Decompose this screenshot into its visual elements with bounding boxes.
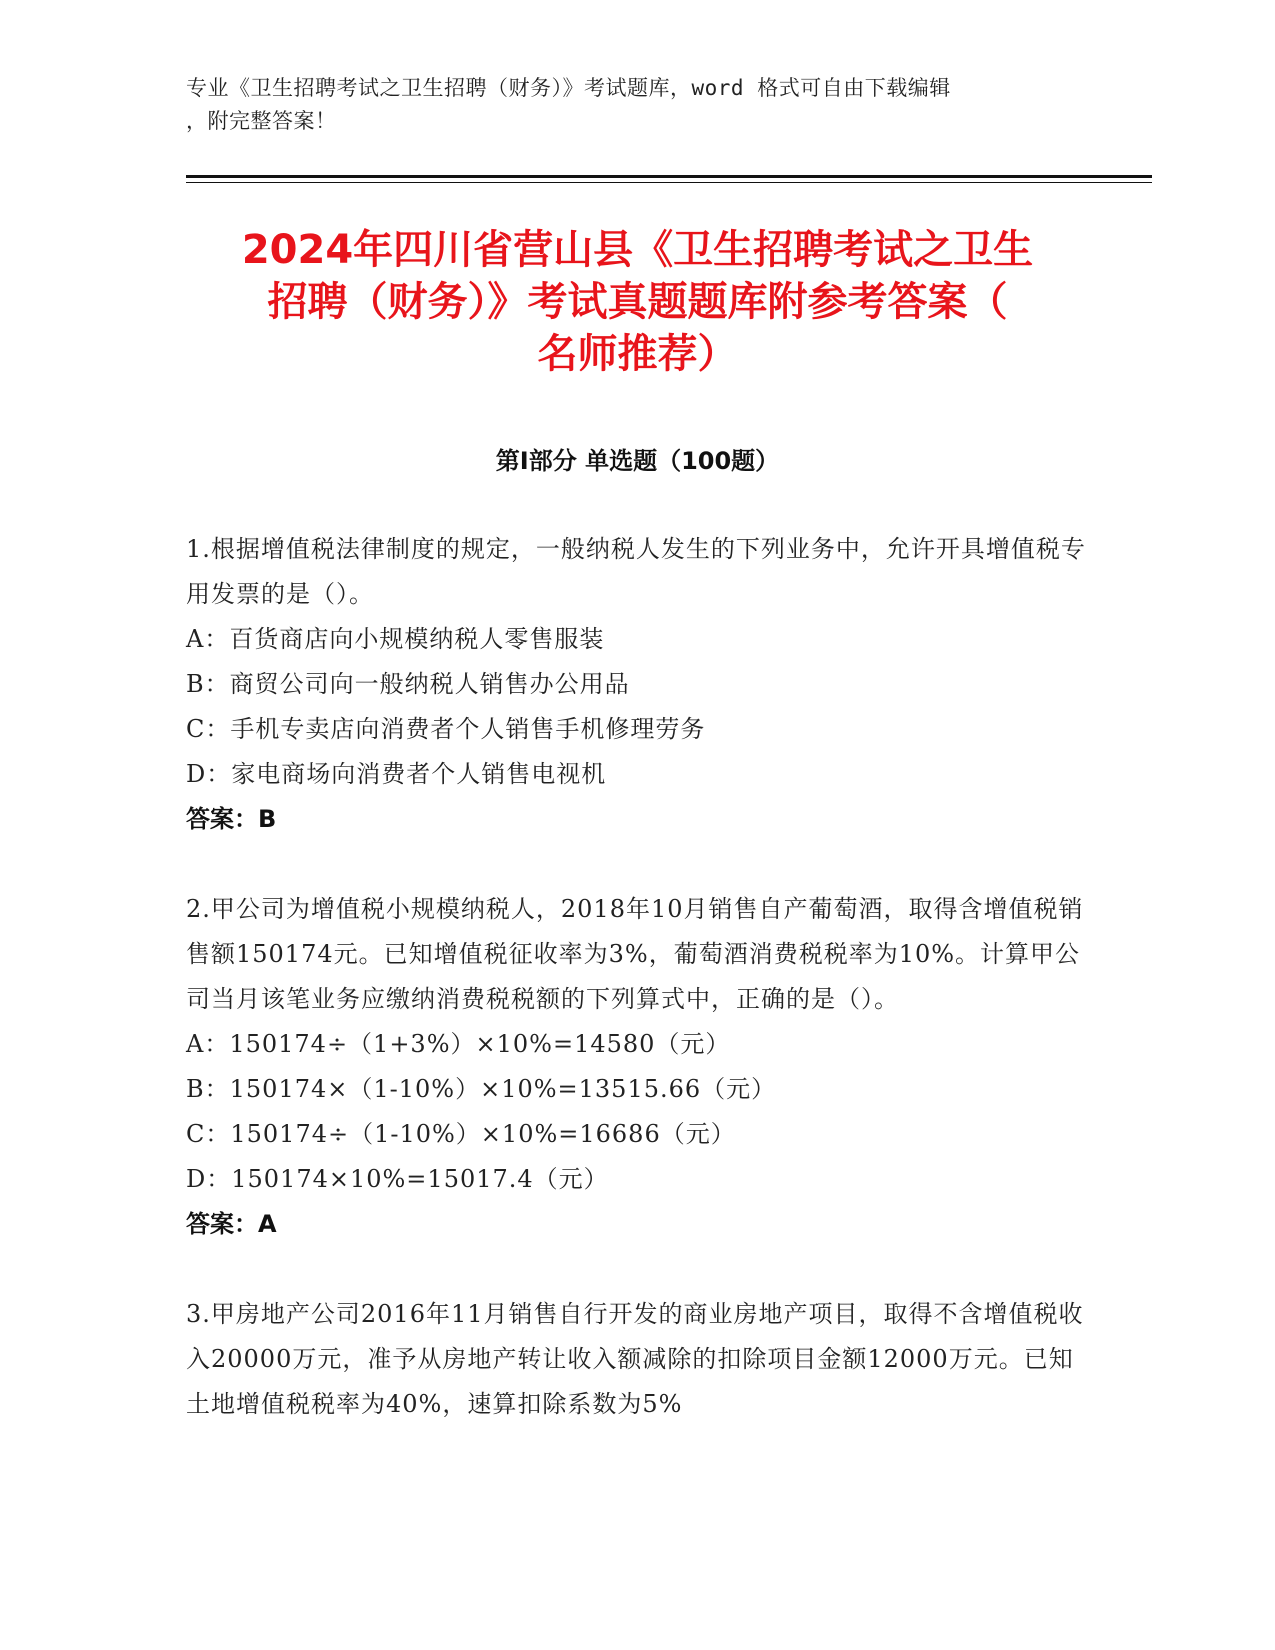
header-divider-thin xyxy=(186,182,1152,183)
option-b: B：150174×（1-10%）×10%=13515.66（元） xyxy=(186,1075,777,1103)
option-d: D：家电商场向消费者个人销售电视机 xyxy=(186,760,607,788)
question-stem: 2.甲公司为增值税小规模纳税人，2018年10月销售自产葡萄酒，取得含增值税销售额150174元。已知增值税征收率为3%，葡萄酒消费税税率为10%。计算甲公司当月该笔业务应缴纳消费税税额的下列算式中，正确的是（）。 xyxy=(186,895,1084,1013)
header-divider-thick xyxy=(186,175,1152,178)
answer-label: 答案：B xyxy=(186,805,277,833)
option-c: C：手机专卖店向消费者个人销售手机修理劳务 xyxy=(186,715,706,743)
option-d: D：150174×10%=15017.4（元） xyxy=(186,1165,609,1193)
question-list xyxy=(186,527,1086,1472)
document-title xyxy=(150,224,1125,380)
option-a: A：150174÷（1+3%）×10%=14580（元） xyxy=(186,1030,731,1058)
section-heading: 第Ⅰ部分 单选题（100题） xyxy=(495,447,780,475)
question-3 xyxy=(186,1292,1086,1427)
question-stem: 3.甲房地产公司2016年11月销售自行开发的商业房地产项目，取得不含增值税收入20000万元，准予从房地产转让收入额减除的扣除项目金额12000万元。已知土地增值税税率为40%，速算扣除系数为5% xyxy=(186,1300,1084,1418)
option-b: B：商贸公司向一般纳税人销售办公用品 xyxy=(186,670,630,698)
question-stem: 1.根据增值税法律制度的规定，一般纳税人发生的下列业务中，允许开具增值税专用发票的是（）。 xyxy=(186,535,1086,608)
header-note xyxy=(186,72,1066,138)
document-title-line-2: 招聘（财务）》考试真题题库附参考答案（ xyxy=(267,279,1008,325)
question-2 xyxy=(186,887,1086,1247)
document-title-line-3: 名师推荐） xyxy=(537,331,738,377)
option-a: A：百货商店向小规模纳税人零售服装 xyxy=(186,625,605,653)
answer-label: 答案：A xyxy=(186,1210,277,1238)
header-note-line-1: 专业《卫生招聘考试之卫生招聘（财务）》考试题库，word 格式可自由下载编辑 xyxy=(186,76,951,100)
question-1 xyxy=(186,527,1086,842)
header-note-line-2: ，附完整答案！ xyxy=(186,109,337,133)
option-c: C：150174÷（1-10%）×10%=16686（元） xyxy=(186,1120,736,1148)
document-title-line-1: 2024年四川省营山县《卫生招聘考试之卫生 xyxy=(241,227,1034,273)
